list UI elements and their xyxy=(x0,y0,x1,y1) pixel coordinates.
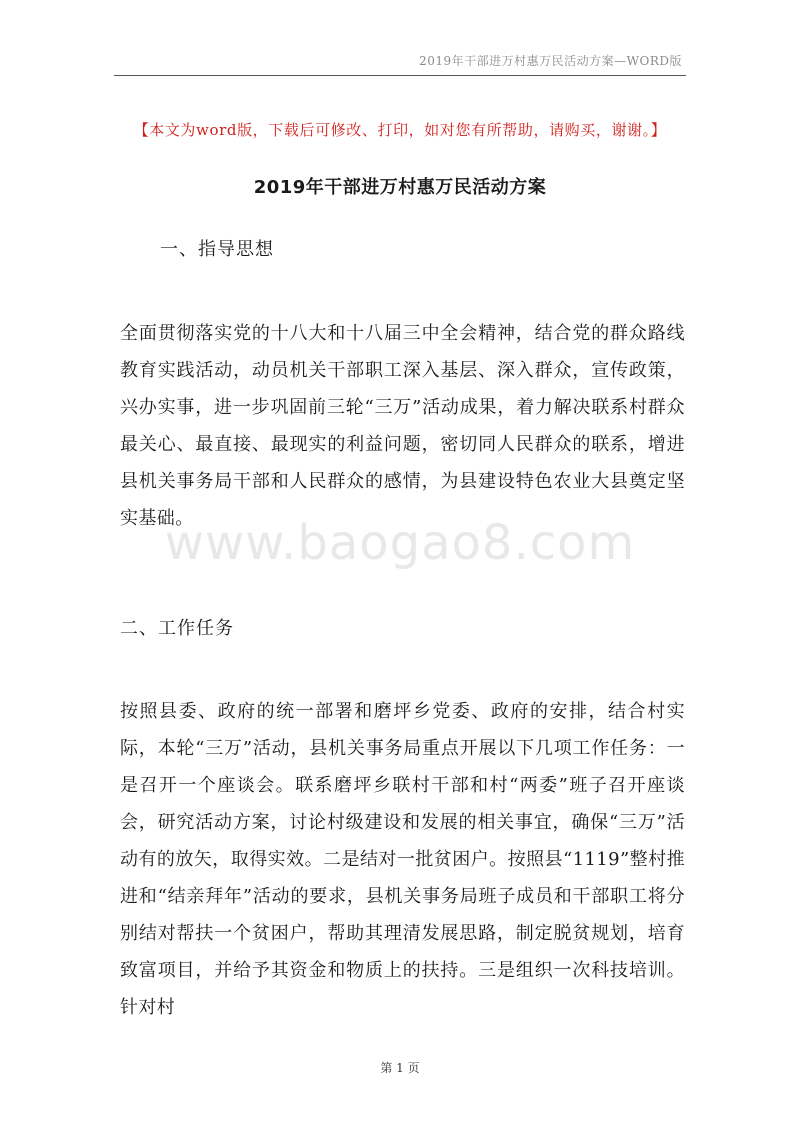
section-body-work-tasks: 按照县委、政府的统一部署和磨坪乡党委、政府的安排，结合村实际，本轮“三万”活动，县机关事务局重点开展以下几项工作任务：一是召开一个座谈会。联系磨坪乡联村干部和村“两委”班子召开座谈会，研究活动方案，讨论村级建设和发展的相关事宜，确保“三万”活动有的放矢，取得实效。二是结对一批贫困户。按照县“1119”整村推进和“结亲拜年”活动的要求，县机关事务局班子成员和干部职工将分别结对帮扶一个贫困户，帮助其理清发展思路，制定脱贫规划，培育致富项目，并给予其资金和物质上的扶持。三是组织一次科技培训。针对村 xyxy=(120,701,685,1018)
purchase-notice: 【本文为word版，下载后可修改、打印，如对您有所帮助，请购买，谢谢。】 xyxy=(133,121,667,139)
page-number: 第 1 页 xyxy=(380,1061,420,1075)
section-body-guiding-ideology: 全面贯彻落实党的十八大和十八届三中全会精神，结合党的群众路线教育实践活动，动员机关干部职工深入基层、深入群众，宣传政策，兴办实事，进一步巩固前三轮“三万”活动成果，着力解决联系村群众最关心、最直接、最现实的利益问题，密切同人民群众的联系，增进县机关事务局干部和人民群众的感情，为县建设特色农业大县奠定坚实基础。 xyxy=(120,323,685,529)
section-heading-guiding-ideology: 一、指导思想 xyxy=(160,239,274,260)
site-watermark: www.baogao8.com xyxy=(164,515,636,571)
header-divider xyxy=(114,75,686,76)
section-heading-work-tasks: 二、工作任务 xyxy=(120,618,234,639)
running-header: 2019年干部进万村惠万民活动方案—WORD版 xyxy=(419,54,682,68)
document-title: 2019年干部进万村惠万民活动方案 xyxy=(253,177,547,198)
